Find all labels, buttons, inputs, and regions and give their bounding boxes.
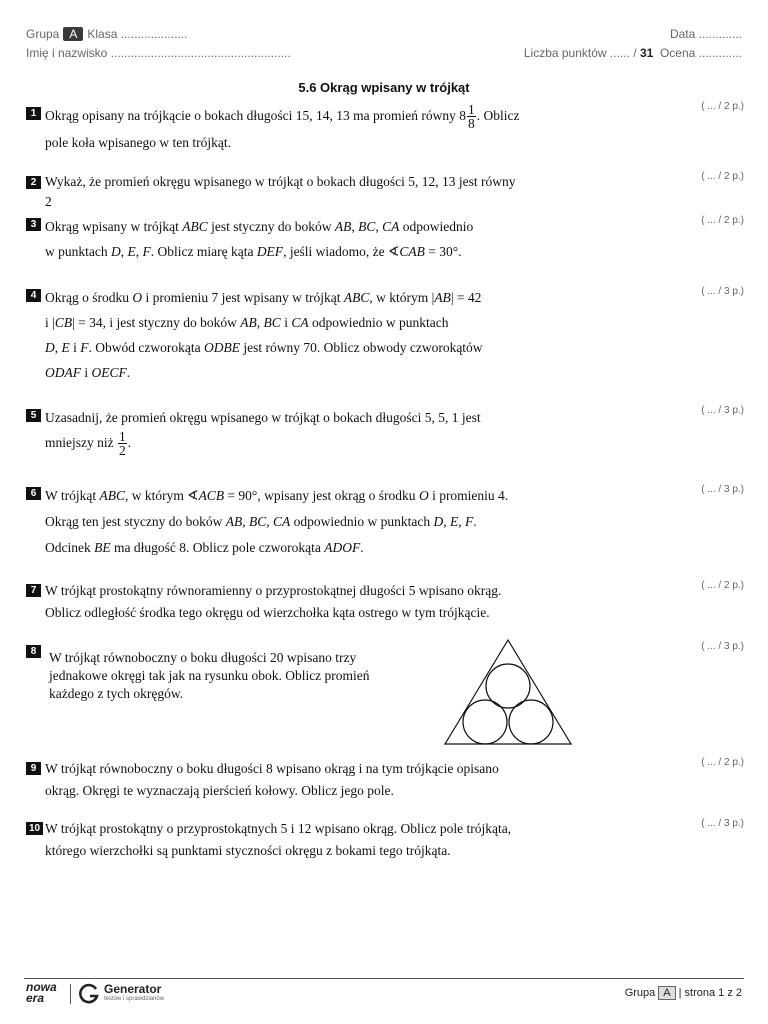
task-9-points: ( ... / 2 p.) [701, 757, 744, 768]
task-text: Wykaż, że promień okręgu wpisanego w trójkąt o bokach długości 5, 12, 13 jest równy 2 [45, 174, 516, 209]
task-9 [26, 758, 596, 802]
logo-separator [70, 984, 71, 1004]
task-text: W trójkąt równoboczny o boku długości 20 wpisano trzy jednakowe okręgi tak jak na rysunku obok. Oblicz promień każdego z tych okręgów. [49, 650, 370, 701]
task-8-points: ( ... / 3 p.) [701, 641, 744, 652]
class-field: Klasa .................... [87, 27, 188, 41]
task-number: 4 [26, 289, 41, 302]
task-number: 5 [26, 409, 41, 422]
task-text: Okrąg wpisany w trójkąt ABC jest styczny do boków AB, BC, CA odpowiednio w punktach D, E, F. Oblicz miarę kąta DEF, jeśli wiadomo, że ∢CAB = 30°. [45, 219, 474, 259]
name-field: Imię i nazwisko ...................................................... [26, 46, 291, 60]
task-number: 3 [26, 218, 41, 231]
page-title: 5.6 Okrąg wpisany w trójkąt [298, 80, 470, 95]
grade-field: Ocena ............. [659, 46, 742, 60]
task-5-points: ( ... / 3 p.) [701, 405, 744, 416]
task-text: W trójkąt ABC, w którym ∢ACB = 90°, wpisany jest okrąg o środku O i promieniu 4. Okrąg ten jest styczny do boków AB, BC, CA odpowiednio w punktach D, E, F. Odcinek BE ma długość 8. Oblicz pole czworokąta ADOF. [45, 488, 509, 555]
footer-group-label: Grupa [624, 987, 656, 999]
task-10 [26, 818, 596, 862]
task-1 [26, 103, 596, 155]
task-number: 6 [26, 487, 41, 500]
nowa-era-logo: nowa era [26, 980, 57, 1005]
task-6-points: ( ... / 3 p.) [701, 484, 744, 495]
group-badge: A [63, 27, 83, 41]
task-3 [26, 214, 596, 264]
date-field: Data ............. [669, 27, 742, 41]
task-number: 2 [26, 176, 41, 189]
task-text: Okrąg o środku O i promieniu 7 jest wpisany w trójkąt ABC, w którym |AB| = 42 i |CB| = 34, i jest styczny do boków AB, BC i CA odpowiednio w punktach D, E i F. Obwód czworokąta ODBE jest równy 70. Oblicz obwody czworokątów ODAF i OECF. [45, 290, 483, 380]
task-1-points: ( ... / 2 p.) [701, 101, 744, 112]
task-text: W trójkąt prostokątny równoramienny o przyprostokątnej długości 5 wpisano okrąg. Oblicz odległość środka tego okręgu od wierzchołka kąta ostrego w tym trójkącie. [45, 583, 502, 620]
task-text: W trójkąt prostokątny o przyprostokątnych 5 i 12 wpisano okrąg. Oblicz pole trójkąta, którego wierzchołki są punktami styczności okręgu z bokami tego trójkąta. [45, 821, 512, 858]
points-label: Liczba punktów ...... / [523, 46, 637, 60]
task-5 [26, 405, 596, 457]
footer-page-number: | strona 1 z 2 [678, 987, 742, 999]
task-number: 10 [26, 822, 43, 835]
generator-g-icon [78, 983, 100, 1005]
footer-divider [24, 978, 744, 979]
footer-group-badge: A [658, 986, 675, 1000]
task-number: 7 [26, 584, 41, 597]
task-6 [26, 483, 596, 561]
task-8 [26, 641, 426, 703]
group-label: Grupa [26, 27, 60, 41]
task-text: Okrąg opisany na trójkącie o bokach długości 15, 14, 13 ma promień równy 8 $\frac{1}{8}$ . Oblicz pole koła wpisanego w ten trójkąt. [45, 102, 520, 151]
circle-left [463, 700, 507, 744]
task-4 [26, 285, 596, 385]
task-2-points: ( ... / 2 p.) [701, 171, 744, 182]
points-total: 31 [639, 46, 654, 60]
task-3-points: ( ... / 2 p.) [701, 215, 744, 226]
brand-name: Generator [104, 982, 162, 996]
task-number: 1 [26, 107, 41, 120]
task-text: Uzasadnij, że promień okręgu wpisanego w trójkąt o bokach długości 5, 5, 1 jest mniejszy niż $\frac{1}{2}$ . [45, 410, 481, 459]
points-grade [524, 46, 742, 60]
brand-subtitle: testów i sprawdzianów [104, 996, 165, 1002]
task-2 [26, 172, 596, 212]
header-row-1 [26, 27, 742, 41]
triangle-three-circles-figure [440, 638, 576, 748]
task-text: W trójkąt równoboczny o boku długości 8 wpisano okrąg i na tym trójkącie opisano okrąg. Okręgi te wyznaczają pierścień kołowy. Oblicz jego pole. [45, 761, 499, 798]
task-number: 9 [26, 762, 41, 775]
task-7-points: ( ... / 2 p.) [701, 580, 744, 591]
task-number: 8 [26, 645, 41, 658]
task-7 [26, 580, 596, 624]
task-10-points: ( ... / 3 p.) [701, 818, 744, 829]
circle-right [509, 700, 553, 744]
header-row-2 [26, 46, 742, 60]
task-4-points: ( ... / 3 p.) [701, 286, 744, 297]
footer-page-info [625, 986, 742, 1000]
